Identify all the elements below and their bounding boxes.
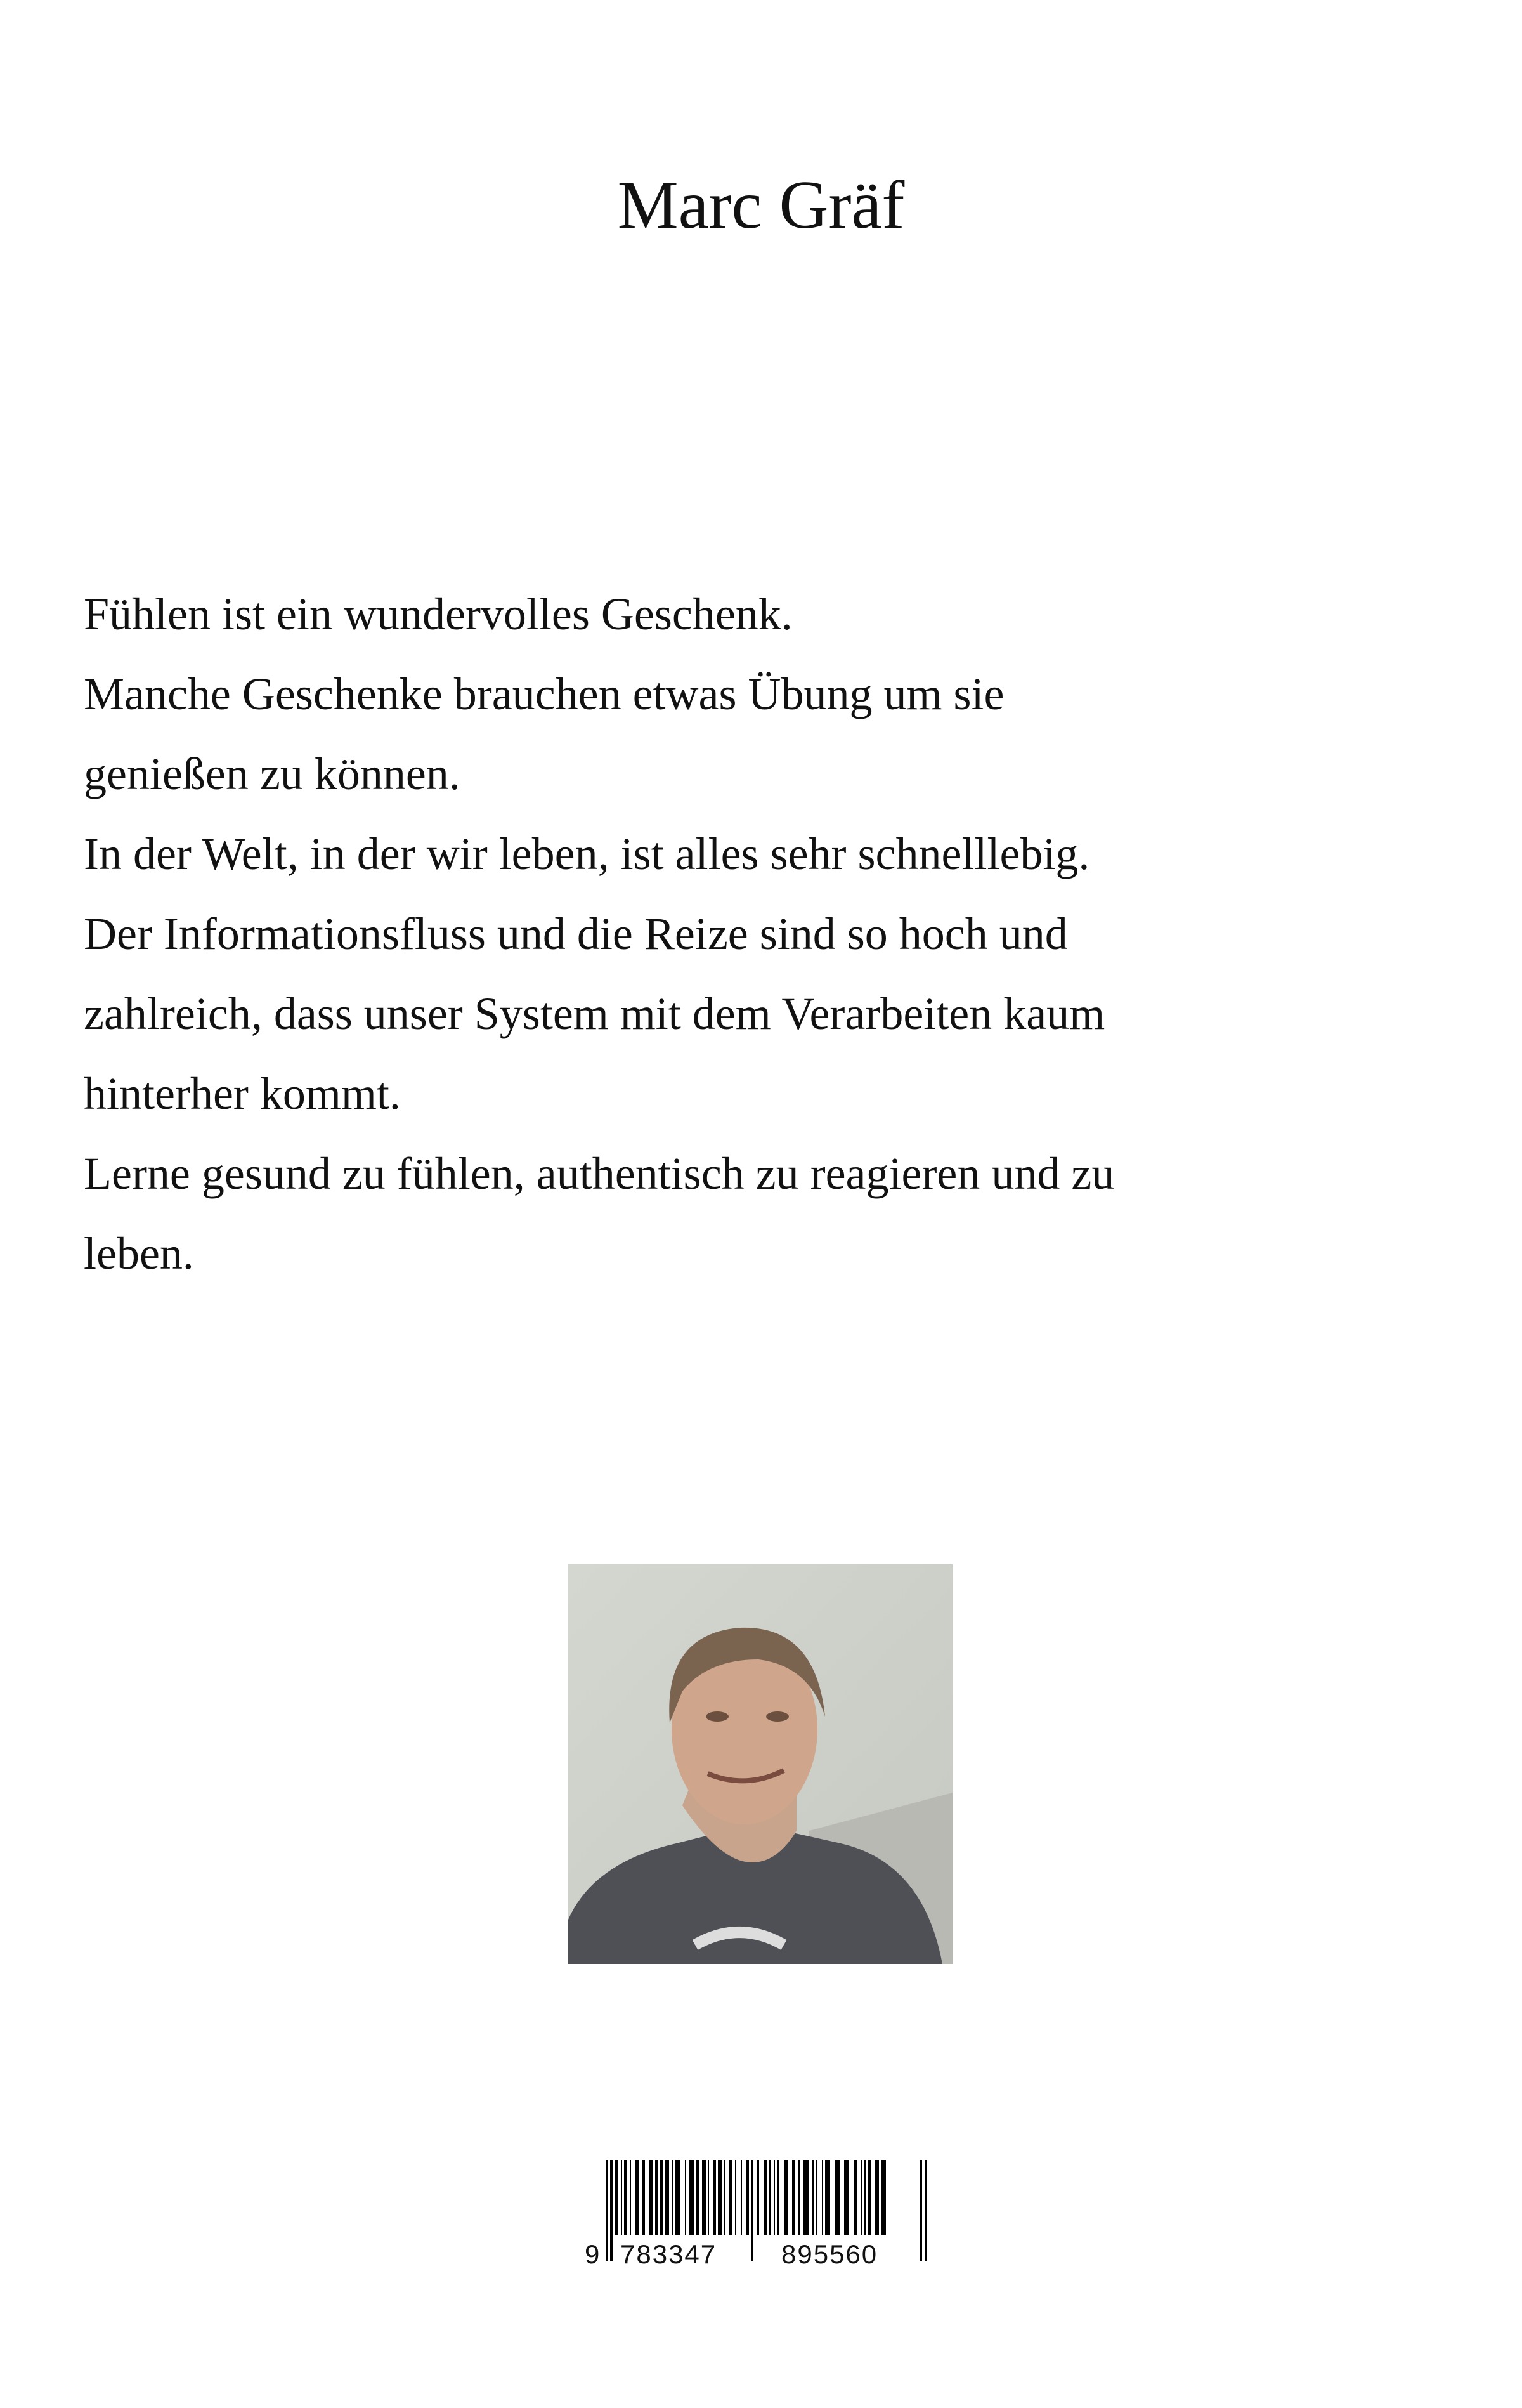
blurb-line: zahlreich, dass unser System mit dem Verarbeiten kaum	[84, 988, 1105, 1039]
barcode-bar	[741, 2160, 742, 2235]
barcode-bar	[774, 2160, 775, 2235]
barcode-bar	[764, 2160, 767, 2235]
barcode-digit-prefix: 9	[585, 2239, 600, 2269]
isbn-barcode	[577, 2144, 932, 2271]
barcode-bar	[812, 2160, 814, 2235]
blurb-line: genießen zu können.	[84, 749, 460, 799]
barcode-bar	[925, 2160, 927, 2261]
barcode-bar	[689, 2160, 694, 2235]
barcode-bar	[816, 2160, 817, 2235]
barcode-bar	[649, 2160, 653, 2235]
barcode-bar	[803, 2160, 809, 2235]
barcode-bar	[792, 2160, 795, 2235]
barcode-bar	[729, 2160, 732, 2235]
barcode-bar	[606, 2160, 608, 2261]
barcode-bar	[713, 2160, 716, 2235]
barcode-bar	[825, 2160, 830, 2235]
barcode-bar	[642, 2160, 645, 2235]
barcode-bar	[624, 2160, 627, 2235]
blurb-line: leben.	[84, 1228, 194, 1279]
barcode-bar	[660, 2160, 663, 2235]
blurb-text	[84, 574, 1479, 1293]
barcode-bar	[735, 2160, 736, 2235]
barcode-bar	[708, 2160, 709, 2235]
barcode-bar	[881, 2160, 886, 2235]
barcode-bar	[685, 2160, 686, 2235]
barcode-digits-left: 783347	[620, 2239, 717, 2269]
barcode-bar	[822, 2160, 823, 2235]
barcode-bar	[920, 2160, 922, 2261]
barcode-bar	[769, 2160, 771, 2235]
barcode-bar	[665, 2160, 669, 2235]
barcode-bar	[864, 2160, 866, 2235]
barcode-bar	[854, 2160, 857, 2235]
barcode-bar	[751, 2160, 753, 2261]
blurb-line: Der Informationsfluss und die Reize sind so hoch und	[84, 908, 1068, 959]
barcode-bar	[655, 2160, 658, 2235]
barcode-bar	[675, 2160, 680, 2235]
barcode-bar	[724, 2160, 725, 2235]
author-photo	[568, 1564, 953, 1964]
barcode-bar	[784, 2160, 788, 2235]
barcode-bar	[844, 2160, 849, 2235]
barcode-bar	[746, 2160, 749, 2235]
barcode-bar	[868, 2160, 871, 2235]
barcode-bar	[672, 2160, 673, 2235]
blurb-line: Manche Geschenke brauchen etwas Übung um sie	[84, 669, 1005, 719]
blurb-line: Lerne gesund zu fühlen, authentisch zu reagieren und zu	[84, 1148, 1115, 1199]
barcode-bar	[861, 2160, 862, 2235]
barcode-bar	[621, 2160, 622, 2235]
barcode-bar	[798, 2160, 800, 2235]
barcode-bar	[777, 2160, 779, 2235]
blurb-line: hinterher kommt.	[84, 1068, 401, 1119]
barcode-bar	[718, 2160, 722, 2235]
author-name: Marc Gräf	[617, 167, 905, 243]
blurb-line: Fühlen ist ein wundervolles Geschenk.	[84, 589, 793, 639]
barcode-bar	[635, 2160, 639, 2235]
barcode-bar	[615, 2160, 618, 2235]
barcode-bar	[875, 2160, 879, 2235]
blurb-line: In der Welt, in der wir leben, ist alles sehr schnelllebig.	[84, 828, 1090, 879]
barcode-digits-right: 895560	[781, 2239, 878, 2269]
barcode-bar	[702, 2160, 706, 2235]
barcode-bar	[835, 2160, 840, 2235]
barcode-bar	[757, 2160, 759, 2235]
barcode-bar	[610, 2160, 613, 2261]
barcode-bar	[696, 2160, 699, 2235]
barcode-bar	[630, 2160, 631, 2235]
